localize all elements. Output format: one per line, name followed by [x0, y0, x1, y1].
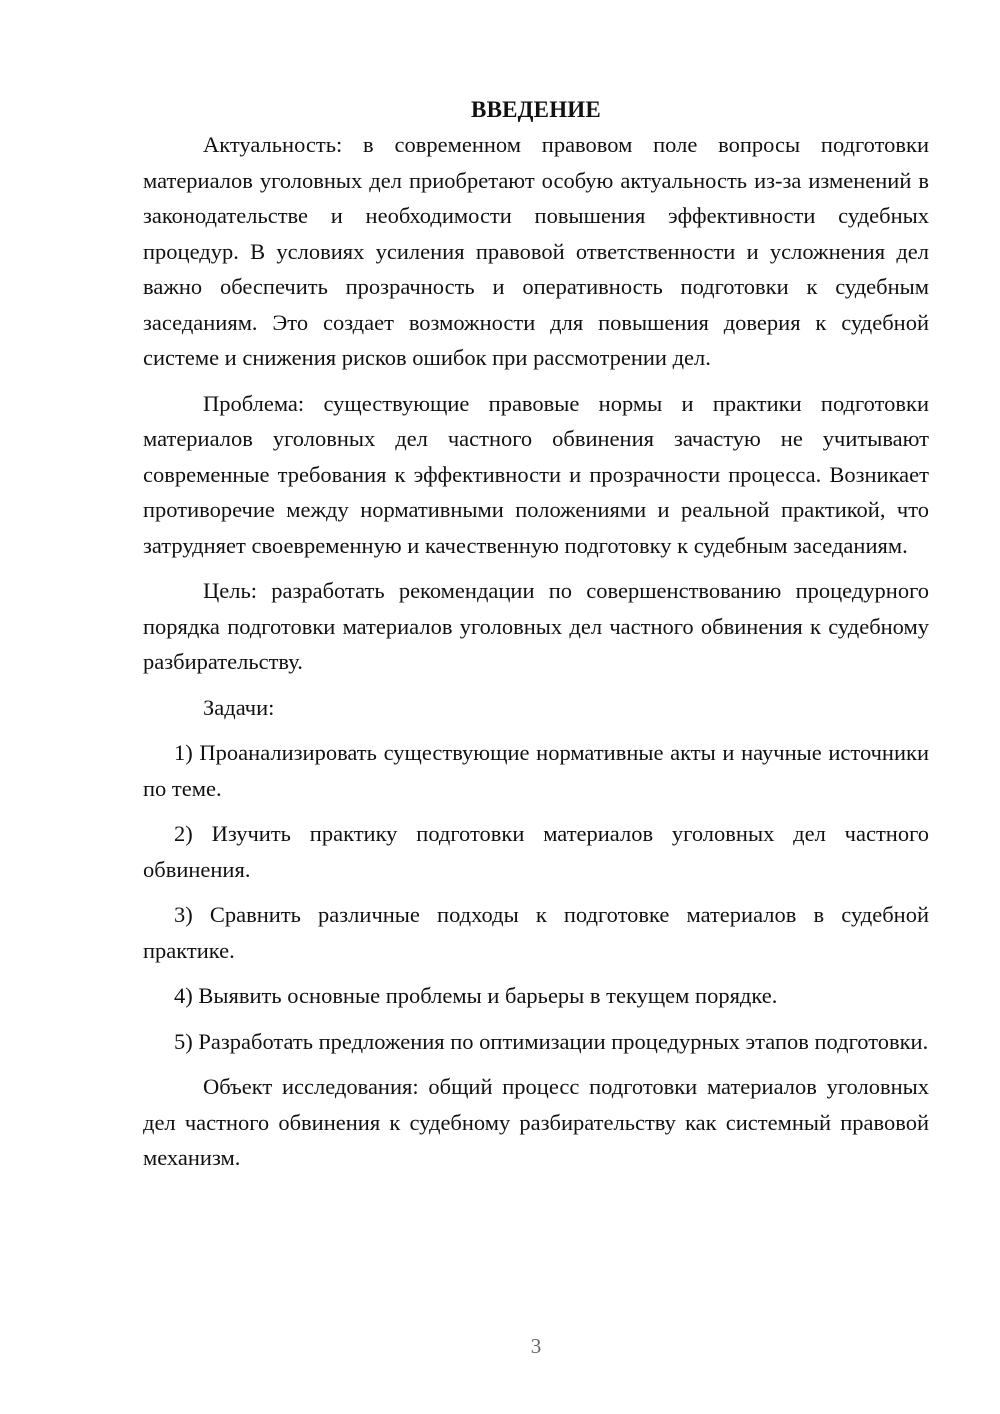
page-number: 3 [530, 1334, 542, 1358]
paragraph-problem: Проблема: существующие правовые нормы и практики подготовки материалов уголовных дел частного обвинения зачастую не учитывают современные требования к эффективности и прозрачности процесса. Возникает противоречие между нормативными положениями и реальной практикой, что затрудняет своевременную и качественную подготовку к судебным заседаниям. [143, 390, 929, 558]
document-page [143, 92, 929, 1176]
paragraph-goal: Цель: разработать рекомендации по совершенствованию процедурного порядка подготовки материалов уголовных дел частного обвинения к судебному разбирательству. [143, 578, 929, 674]
paragraph-object: Объект исследования: общий процесс подготовки материалов уголовных дел частного обвинения к судебному разбирательству как системный правовой механизм. [143, 1074, 929, 1170]
section-heading: ВВЕДЕНИЕ [471, 97, 601, 122]
task-item: 4) Выявить основные проблемы и барьеры в текущем порядке. [174, 983, 778, 1008]
paragraph-relevance: Актуальность: в современном правовом поле вопросы подготовки материалов уголовных дел приобретают особую актуальность из-за изменений в законодательстве и необходимости повышения эффективности судебных процедур. В условиях усиления правовой ответственности и усложнения дел важно обеспечить прозрачность и оперативность подготовки к судебным заседаниям. Это создает возможности для повышения доверия к судебной системе и снижения рисков ошибок при рассмотрении дел. [143, 132, 929, 370]
task-item: 3) Сравнить различные подходы к подготовке материалов в судебной практике. [143, 902, 929, 963]
task-item: 2) Изучить практику подготовки материалов уголовных дел частного обвинения. [143, 821, 929, 882]
tasks-heading: Задачи: [203, 694, 275, 720]
task-item: 1) Проанализировать существующие нормативные акты и научные источники по теме. [143, 740, 929, 801]
task-item: 5) Разработать предложения по оптимизации процедурных этапов подготовки. [174, 1028, 929, 1054]
